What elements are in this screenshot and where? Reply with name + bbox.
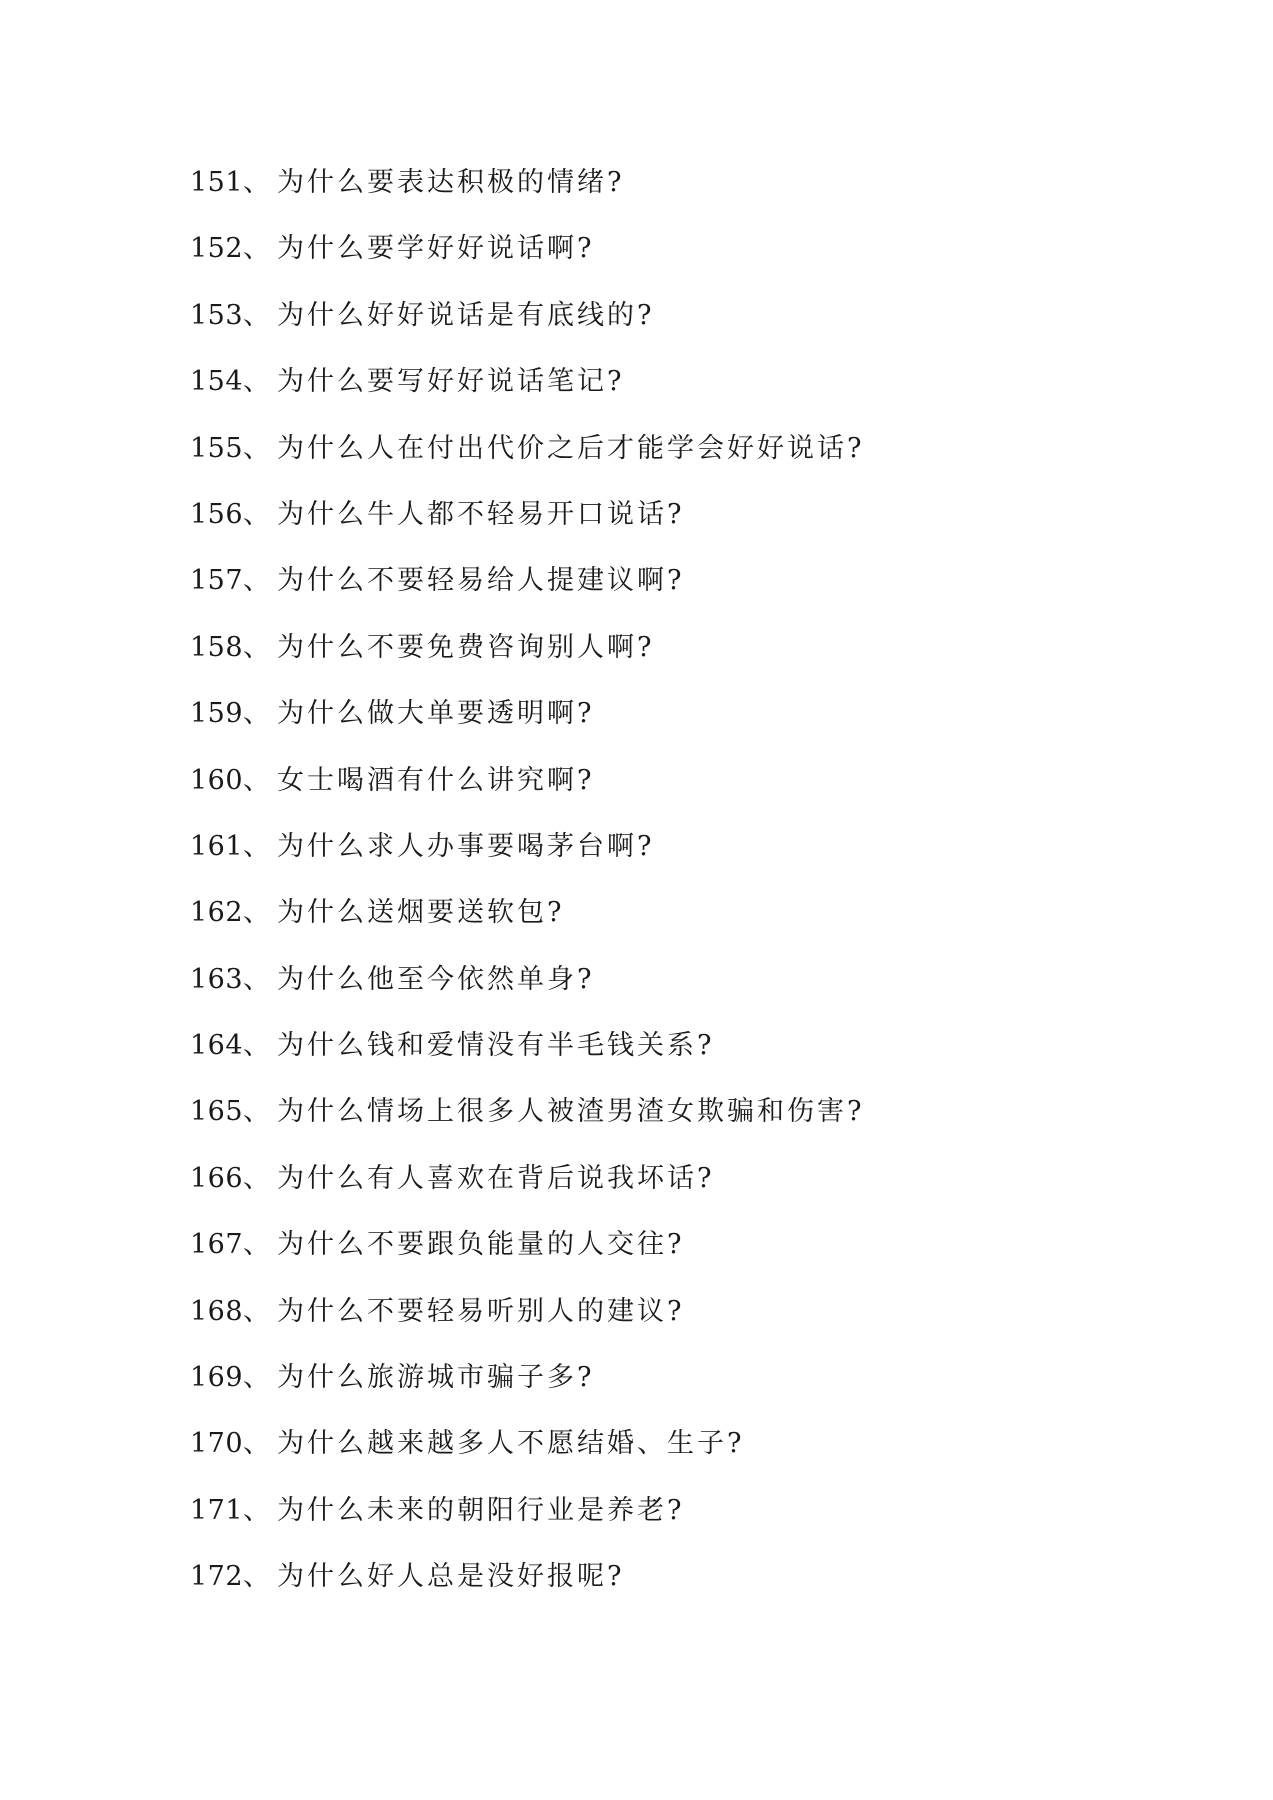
question-separator: 、: [243, 498, 274, 530]
list-item: [190, 1029, 865, 1095]
list-item: [190, 232, 865, 298]
question-separator: 、: [243, 1561, 274, 1593]
question-text: 为什么不要轻易听别人的建议?: [277, 1295, 685, 1327]
question-separator: 、: [243, 299, 274, 331]
question-number: 163: [190, 963, 244, 995]
question-text: 女士喝酒有什么讲究啊?: [277, 764, 595, 796]
question-separator: 、: [243, 698, 274, 730]
question-text: 为什么旅游城市骗子多?: [277, 1362, 595, 1394]
list-item: [190, 697, 865, 763]
question-number: 153: [190, 299, 244, 331]
question-text: 为什么人在付出代价之后才能学会好好说话?: [277, 432, 865, 464]
list-item: [190, 1295, 865, 1361]
question-text: 为什么不要轻易给人提建议啊?: [277, 565, 685, 597]
question-separator: 、: [243, 1096, 274, 1128]
list-item: [190, 1361, 865, 1427]
question-separator: 、: [243, 1162, 274, 1194]
question-text: 为什么求人办事要喝茅台啊?: [277, 830, 655, 862]
question-number: 166: [190, 1162, 244, 1194]
list-item: [190, 432, 865, 498]
list-item: [190, 1494, 865, 1560]
question-separator: 、: [243, 233, 274, 265]
question-text: 为什么要表达积极的情绪?: [277, 167, 625, 198]
list-item: [190, 896, 865, 962]
list-item: [190, 564, 865, 630]
question-number: 165: [190, 1096, 244, 1128]
question-separator: 、: [243, 1295, 274, 1327]
question-number: 169: [190, 1362, 244, 1394]
question-number: 152: [190, 233, 244, 265]
question-separator: 、: [243, 1428, 274, 1460]
question-text: 为什么好人总是没好报呢?: [277, 1561, 625, 1593]
question-number: 161: [190, 830, 244, 862]
question-text: 为什么未来的朝阳行业是养老?: [277, 1494, 685, 1526]
list-item: [190, 365, 865, 431]
list-item: [190, 764, 865, 830]
question-separator: 、: [243, 1494, 274, 1526]
question-text: 为什么做大单要透明啊?: [277, 698, 595, 730]
question-separator: 、: [243, 830, 274, 862]
question-text: 为什么不要跟负能量的人交往?: [277, 1229, 685, 1261]
question-number: 162: [190, 897, 244, 929]
list-item: [190, 1162, 865, 1228]
question-separator: 、: [243, 897, 274, 929]
question-number: 151: [190, 167, 244, 198]
question-text: 为什么情场上很多人被渣男渣女欺骗和伤害?: [277, 1096, 865, 1128]
question-separator: 、: [243, 963, 274, 995]
list-item: [190, 166, 865, 232]
question-text: 为什么钱和爱情没有半毛钱关系?: [277, 1030, 715, 1062]
question-number: 172: [190, 1561, 244, 1593]
question-number: 168: [190, 1295, 244, 1327]
question-number: 159: [190, 698, 244, 730]
list-item: [190, 1095, 865, 1161]
question-number: 156: [190, 498, 244, 530]
list-item: [190, 963, 865, 1029]
question-text: 为什么有人喜欢在背后说我坏话?: [277, 1162, 715, 1194]
question-separator: 、: [243, 1229, 274, 1261]
question-list: [190, 166, 865, 1627]
question-separator: 、: [243, 366, 274, 398]
question-text: 为什么好好说话是有底线的?: [277, 299, 655, 331]
question-separator: 、: [243, 631, 274, 663]
question-number: 158: [190, 631, 244, 663]
question-number: 164: [190, 1030, 244, 1062]
question-separator: 、: [243, 565, 274, 597]
question-number: 170: [190, 1428, 244, 1460]
list-item: [190, 299, 865, 365]
question-text: 为什么他至今依然单身?: [277, 963, 595, 995]
list-item: [190, 1427, 865, 1493]
question-separator: 、: [243, 1030, 274, 1062]
list-item: [190, 498, 865, 564]
list-item: [190, 631, 865, 697]
question-separator: 、: [243, 764, 274, 796]
question-text: 为什么要写好好说话笔记?: [277, 366, 625, 398]
question-number: 157: [190, 565, 244, 597]
question-number: 155: [190, 432, 244, 464]
list-item: [190, 830, 865, 896]
question-text: 为什么送烟要送软包?: [277, 897, 565, 929]
question-number: 160: [190, 764, 244, 796]
question-text: 为什么要学好好说话啊?: [277, 233, 595, 265]
list-item: [190, 1560, 865, 1626]
question-separator: 、: [243, 432, 274, 464]
question-number: 171: [190, 1494, 244, 1526]
list-item: [190, 1228, 865, 1294]
question-text: 为什么牛人都不轻易开口说话?: [277, 498, 685, 530]
question-separator: 、: [243, 167, 274, 198]
question-number: 154: [190, 366, 244, 398]
question-text: 为什么越来越多人不愿结婚、生子?: [277, 1428, 745, 1460]
question-text: 为什么不要免费咨询别人啊?: [277, 631, 655, 663]
question-separator: 、: [243, 1362, 274, 1394]
question-number: 167: [190, 1229, 244, 1261]
